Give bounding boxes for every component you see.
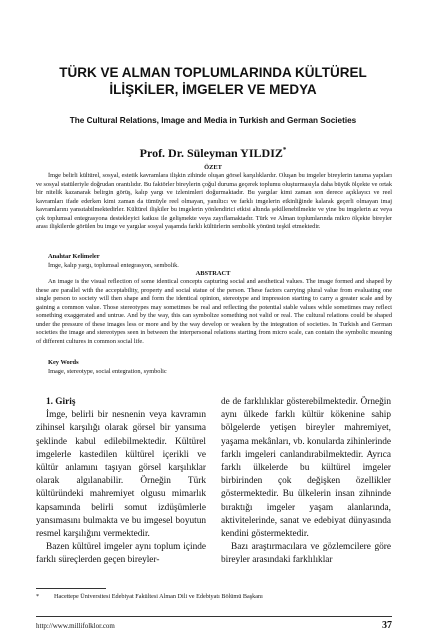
abstract-heading: ABSTRACT [195, 270, 231, 277]
abstract-text: An image is the visual reflection of some identical concepts capturing social and aesthetical values. The image formed and shaped by these are parallel with the acceptability, property and social statue of the person. These factors carrying plural value from evaluating one single person to society will then shape and form the identical opinion, stereotype and impression starting to carry a greater scale and by gaining a common value. Those stereotypes may sometimes be real and reflecting the potential stable values while sometimes may reflect something exaggerated and untrue. And by the way, this can symbolize something not valid or real. The cultural relations could be shaped under the pressure of these images less or more and by the way develop or weaken by the integration of societies. In Turkish and German societies the image and stereotypes seen in between the interpersonal relations starting from micro scale, can contain the symbolic meaning of different cultures in common social life. [36, 278, 392, 345]
footnote-mark: * [36, 593, 40, 600]
abstract-keywords-heading: Key Words [48, 359, 79, 366]
body-paragraph: de de farklılıklar gösterebilmektedir. Örneğin aynı ülkede farklı kültür kökenine sahip bölgelerde yetişen bireyler mahremiyet, yaşama mekânları, vb. konularda zihinlerinde farklı imgeleri canlandırabilmektedir. Ayrıca farklı ülkelerde bu kültürel imgeler birbirinden çok değişken özellikler göstermektedir. Bu ülkelerin insan zihninde bıraktığı imgeler yaşam alanlarında, aktivitelerinde, sanat ve edebiyat dünyasında kendini göstermektedir. [221, 397, 391, 540]
footnote [36, 593, 396, 600]
title-line-1: TÜRK VE ALMAN TOPLUMLARINDA KÜLTÜREL [59, 65, 367, 80]
author-byline [0, 146, 426, 161]
article-title [20, 64, 406, 98]
ozet-text: İmge belirli kültürel, sosyal, estetik kavramlara ilişkin zihinde oluşan görsel karşılıklardır. Oluşan bu imgeler bireylerin tanıma yapıları ve sosyal statüleriyle doğrudan orantılıdır. Bu faktörler bireylerin çoğul duruma geçerek toplumu oluşturmasıyla daha büyük ölçekte ve ortak bir nitelik kazanarak belirgin görüş, kalıp yargı ve izlenimleri doğurmaktadır. Bu yargılar kimi zaman son derece açıklayıcı ve reel kavramları ifade ederken kimi zaman da tümüyle reel olmayan, yanıltıcı ve farklı imgelerin etkinliğinde kalarak geçerli olmayan imaj kavramlarını yansıtabilmektedirler. Kültürel ilişkiler bu imgelerin yönlendirici etkisi altında şekillenebilmekte ve yine bu imgelerin az veya çok toplumsal entegrasyona destekleyici katkısı ile gelişmekte veya zayıflamaktadır. Türk ve Alman toplumlarında mikro ölçekte bireyler arası ilişkilerde görülen bu imge ve yargılar sosyal yaşamda farklı kültürlerin sembolik yönünü teşkil etmektedir. [36, 172, 392, 231]
ozet-keywords-heading: Anahtar Kelimeler [48, 253, 100, 260]
ozet-keywords: İmge, kalıp yargı, toplumsal entegrasyon, sembolik. [48, 262, 179, 269]
page-number: 37 [382, 620, 392, 631]
body-column-left [36, 396, 206, 568]
title-line-2: İLİŞKİLER, İMGELER VE MEDYA [109, 82, 317, 97]
abstract-keywords: Image, stereotype, social entegration, symbolic [48, 368, 167, 375]
footnote-text: Hacettepe Üniversitesi Edebiyat Fakültesi Alman Dili ve Edebiyatı Bölümü Başkanı [54, 593, 263, 600]
ozet-heading: ÖZET [204, 164, 222, 171]
body-paragraph: Bazen kültürel imgeler aynı toplum içinde farklı süreçlerden geçen bireyler- [36, 542, 206, 566]
article-subtitle: The Cultural Relations, Image and Media in Turkish and German Societies [69, 116, 357, 125]
author-footnote-mark: * [282, 146, 287, 154]
body-column-right [221, 396, 391, 568]
footer-divider [36, 616, 392, 617]
author-name: Prof. Dr. Süleyman YILDIZ [139, 146, 283, 160]
footnote-divider [36, 588, 106, 589]
footer-url: http://www.millifolklor.com [36, 622, 115, 630]
body-paragraph: Bazı araştırmacılara ve gözlemcilere göre bireyler arasındaki farklılıklar [221, 542, 391, 566]
section-heading: 1. Giriş [46, 397, 76, 407]
body-paragraph: İmge, belirli bir nesnenin veya kavramın zihinsel karşılığı olarak görsel bir yansıma şeklinde kabul edilebilmektedir. Kültürel imgelerle kastedilen kültürel içerikli ve kültür anlamını taşıyan görsel karşılıklar olarak algılanabilir. Örneğin Türk kültüründeki mahremiyet olgusu mimarlık kapsamında belirli somut izdüşümlerle yansımasını bulmakta ve bu imgesel boyutun resmel karşılığını vermektedir. [36, 410, 206, 540]
